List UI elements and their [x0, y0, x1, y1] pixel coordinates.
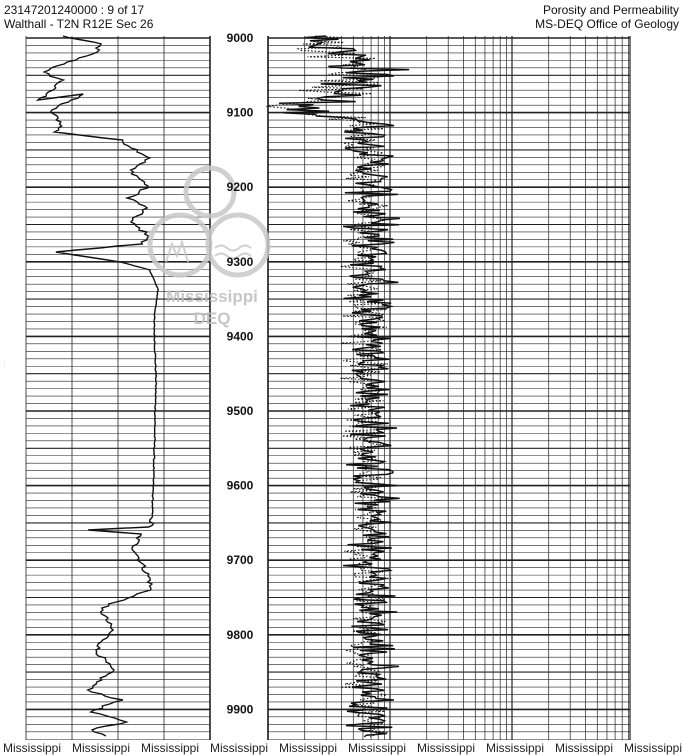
well-location-text: Walthall - T2N R12E Sec 26 [4, 17, 154, 31]
side-margin-mark: · · · · [2, 361, 7, 370]
depth-label: 9500 [226, 404, 254, 418]
depth-label: 9400 [226, 329, 254, 344]
footer-watermark-label: Mississippi [141, 741, 200, 755]
footer-watermark-label: Mississippi [348, 741, 407, 755]
depth-label: 9700 [226, 553, 254, 568]
footer-watermark-label: Mississippi [210, 741, 269, 755]
footer-watermark-label: Mississippi [555, 741, 614, 755]
depth-label: 9100 [226, 105, 254, 120]
footer-watermark-label: Mississippi [72, 741, 131, 755]
footer-watermark-label: Mississippi [3, 741, 62, 755]
left-track-grid [26, 36, 210, 740]
log-type-text: Porosity and Permeability [542, 3, 679, 17]
watermark-line2: DEQ [193, 309, 231, 328]
depth-label: 9900 [226, 702, 254, 717]
right-track-dotted-curve [267, 36, 392, 737]
well-id-text: 23147201240000 : 9 of 17 [4, 3, 145, 17]
right-track-grid [268, 36, 630, 740]
depth-label: 9000 [226, 31, 254, 45]
depth-labels [227, 31, 254, 716]
footer-labels [3, 741, 682, 755]
watermark-line1: Mississippi [166, 287, 258, 306]
footer-watermark-label: Mississippi [279, 741, 338, 755]
footer-watermark-label: Mississippi [417, 741, 476, 755]
watermark-plant-icon [166, 242, 188, 262]
depth-label: 9800 [226, 627, 254, 642]
agency-text: MS-DEQ Office of Geology [535, 17, 679, 31]
left-track-curve [38, 36, 158, 736]
depth-label: 9600 [226, 478, 254, 493]
footer-watermark-label: Mississippi [486, 741, 545, 755]
depth-label: 9300 [226, 254, 254, 269]
depth-label: 9200 [226, 180, 254, 195]
footer-watermark-label: Mississippi [624, 741, 683, 755]
